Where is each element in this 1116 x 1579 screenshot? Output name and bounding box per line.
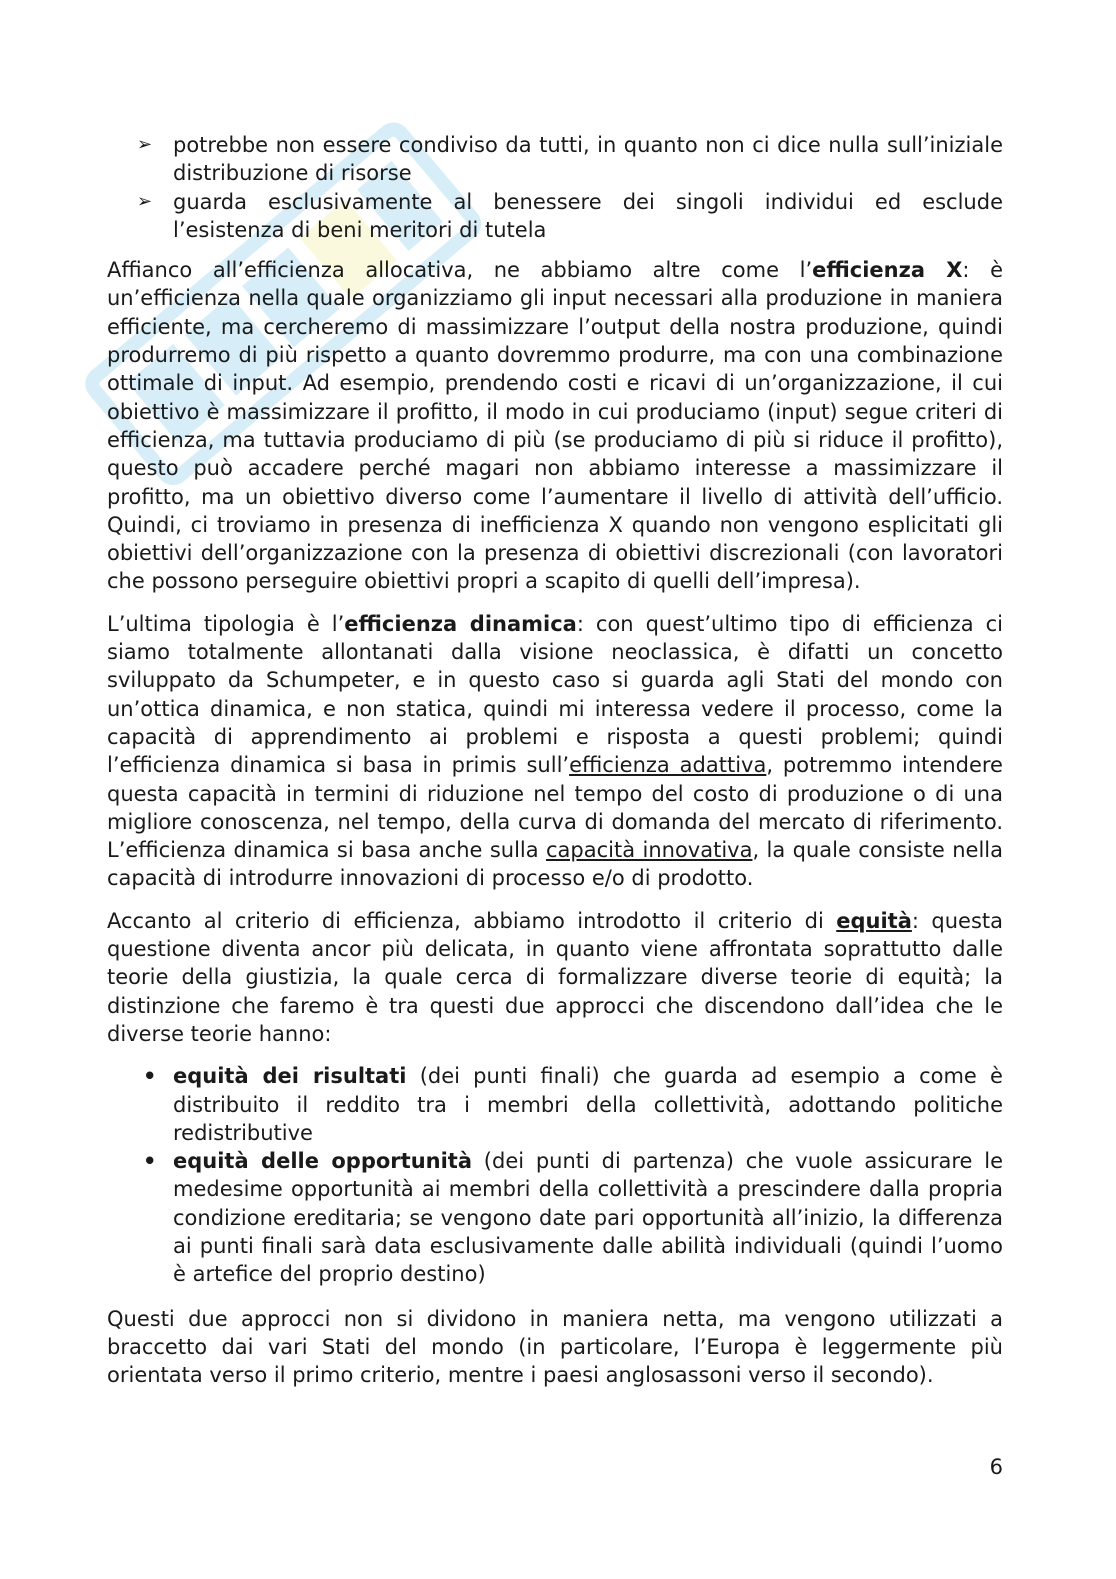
bullet-list	[137, 1062, 1003, 1288]
paragraph-efficienza-x: Affianco all’efficienza allocativa, ne abbiamo altre come l’efficienza X: è un’efficienza nella quale organizziamo gli input necessari alla produzione in maniera efficiente, ma cercheremo di massimizzare l’output della nostra produzione, quindi produrremo di più rispetto a quanto dovremmo produrre, ma con una combinazione ottimale di input. Ad esempio, prendendo costi e ricavi di un’organizzazione, il cui obiettivo è massimizzare il profitto, il modo in cui produciamo (input) segue criteri di efficienza, ma tuttavia produciamo di più (se produciamo di più si riduce il profitto), questo può accadere perché magari non abbiamo interesse a massimizzare il profitto, ma un obiettivo diverso come l’aumentare il livello di attività dell’ufficio. Quindi, ci troviamo in presenza di inefficienza X quando non vengono esplicitati gli obiettivi dell’organizzazione con la presenza di obiettivi discrezionali (con lavoratori che possono perseguire obiettivi propri a scapito di quelli dell’impresa).	[107, 258, 1003, 594]
bullet-dot-icon: •	[143, 1149, 157, 1174]
page-number: 6	[989, 1455, 1003, 1479]
term-efficienza-dinamica: efficienza dinamica	[344, 611, 577, 636]
list-item: • equità dei risultati (dei punti finali) che guarda ad esempio a come è distribuito il reddito tra i membri della collettività, adottando politiche redistributive	[143, 1064, 1003, 1145]
term-efficienza-x: efficienza X	[812, 258, 963, 283]
paragraph-efficienza-dinamica: L’ultima tipologia è l’efficienza dinamica: con quest’ultimo tipo di efficienza ci siamo totalmente allontanati dalla visione neoclassica, è difatti un concetto sviluppato da Schumpeter, e in questo caso si guarda agli Stati del mondo con un’ottica dinamica, e non statica, quindi mi interessa vedere il processo, come la capacità di apprendimento ai problemi e risposta a questi problemi; quindi l’efficienza dinamica si basa in primis sull’efficienza adattiva, potremmo intendere questa capacità in termini di riduzione nel tempo del costo di produzione o di una migliore conoscenza, nel tempo, della curva di domanda del mercato di riferimento. L’efficienza dinamica si basa anche sulla capacità innovativa, la quale consiste nella capacità di introdurre innovazioni di processo e/o di prodotto.	[107, 611, 1004, 891]
term-equita: equità	[836, 908, 912, 933]
document-body	[107, 131, 1003, 1403]
arrow-list	[137, 131, 1003, 244]
list-item: • equità delle opportunità (dei punti di partenza) che vuole assicurare le medesime opportunità ai membri della collettività a prescindere dalla propria condizione ereditaria; se vengono date pari opportunità all’inizio, la differenza ai punti finali sarà data esclusivamente dalle abilità individuali (quindi l’uomo è artefice del proprio destino)	[143, 1149, 1004, 1287]
arrow-bullet-icon: ➢	[137, 190, 153, 212]
arrow-bullet-icon: ➢	[137, 134, 153, 155]
paragraph-conclusion: Questi due approcci non si dividono in maniera netta, ma vengono utilizzati a braccetto dai vari Stati del mondo (in particolare, l’Europa è leggermente più orientata verso il primo criterio, mentre i paesi anglosassoni verso il secondo).	[107, 1306, 1003, 1388]
list-item: ➢ guarda esclusivamente al benessere dei singoli individui ed esclude l’esistenza di beni meritori di tutela	[137, 189, 1003, 242]
term-efficienza-adattiva: efficienza adattiva	[569, 753, 767, 778]
bullet-dot-icon: •	[143, 1064, 157, 1089]
list-item: ➢ potrebbe non essere condiviso da tutti, in quanto non ci dice nulla sull’iniziale distribuzione di risorse	[137, 133, 1003, 186]
term-capacita-innovativa: capacità innovativa	[546, 838, 753, 863]
paragraph-equita: Accanto al criterio di efficienza, abbiamo introdotto il criterio di equità: questa questione diventa ancor più delicata, in quanto viene affrontata soprattutto dalle teorie della giustizia, la quale cerca di formalizzare diverse teorie di equità; la distinzione che faremo è tra questi due approcci che discendono dall’idea che le diverse teorie hanno:	[107, 908, 1003, 1046]
